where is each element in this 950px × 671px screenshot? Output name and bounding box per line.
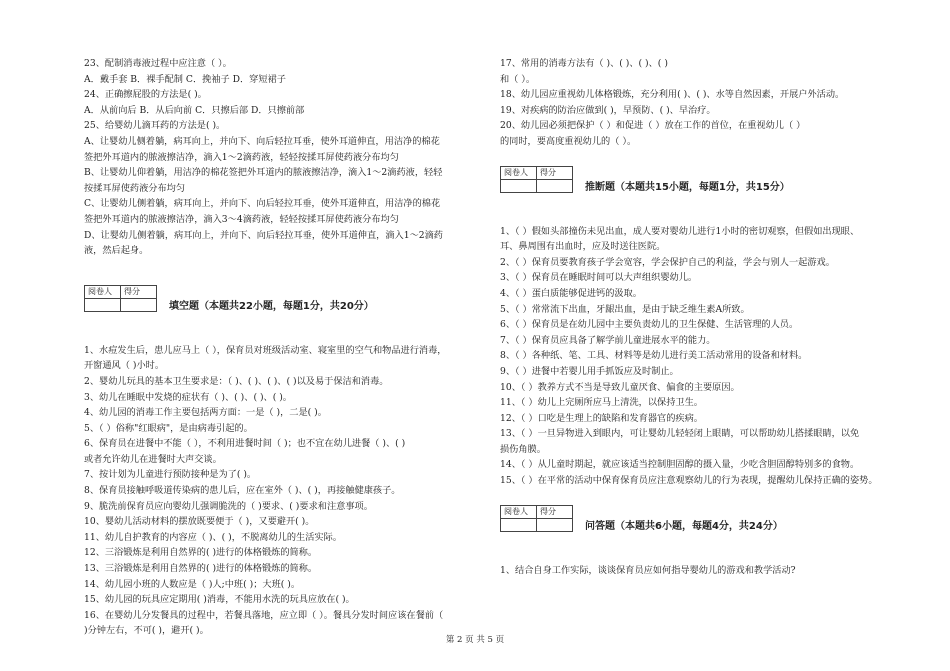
text-line: 损伤角膜。 (500, 443, 546, 455)
text-line: 16、在婴幼儿分发餐具的过程中，若餐具落地，应立即（ ）。餐具分发时间应该在餐前（ (84, 609, 444, 621)
text-line: 3、（ ）保育员在睡眠时间可以大声组织婴幼儿。 (500, 272, 698, 284)
text-line: D、让婴幼儿侧着躺，病耳向上，并向下、向后轻拉耳垂，使外耳道伸直，滴入1～2滴药 (84, 229, 443, 241)
text-line: 或者允许幼儿在进餐时大声交谈。 (84, 453, 222, 465)
text-line: C、让婴幼儿侧着躺，病耳向上，并向下、向后轻拉耳垂，使外耳道伸直，用洁净的棉花 (84, 198, 441, 210)
judge-section-header (500, 166, 920, 194)
text-line: 12、三浴锻炼是利用自然界的( )进行的体格锻炼的简称。 (84, 547, 318, 559)
text-line: 7、（ ）保育员应具备了解学前儿童进展水平的能力。 (500, 334, 716, 346)
score-box (84, 285, 157, 312)
right-column (500, 56, 920, 578)
text-line: 13、三浴锻炼是利用自然界的( )进行的体格锻炼的简称。 (84, 563, 318, 575)
question-23 (84, 56, 489, 87)
score-cell (121, 298, 157, 311)
grader-cell (85, 298, 121, 311)
score-cell (537, 179, 573, 192)
grader-label: 阅卷人 (501, 166, 537, 179)
text-line: 液，然后起身。 (84, 245, 149, 257)
text-line: 4、幼儿园的消毒工作主要包括两方面：一是（ )，二是( )。 (84, 407, 327, 419)
text-line: A、让婴幼儿侧着躺，病耳向上，并向下、向后轻拉耳垂，使外耳道伸直，用洁净的棉花 (84, 135, 440, 147)
text-line: 23、配制消毒液过程中应注意（ ）。 (84, 58, 232, 69)
text-line: 耳、鼻周围有出血时，应及时送往医院。 (500, 241, 666, 253)
grader-label: 阅卷人 (85, 285, 121, 298)
page-footer: 第 2 页 共 5 页 (445, 635, 505, 645)
text-line: 签把外耳道内的脓液擦洁净，滴入1～2滴药液，轻轻按揉耳屏使药液分布均匀 (84, 151, 399, 163)
text-line: 10、（ ）教养方式不当是导致儿童厌食、偏食的主要原因。 (500, 381, 740, 393)
text-line: 1、结合自身工作实际，谈谈保育员应如何指导婴幼儿的游戏和教学活动? (500, 564, 796, 576)
fill-section-header (84, 285, 489, 313)
text-line: 13、（ ）一旦异物进入到眼内，可让婴幼儿轻轻闭上眼睛，可以帮助幼儿搭揉眼睛，以免 (500, 428, 860, 440)
text-line: 的同时，要高度重视幼儿的（ ）。 (500, 135, 637, 147)
text-line: 3、幼儿在睡眠中发烧的症状有（ )、( )、( )、( )。 (84, 391, 292, 403)
text-line: 20、幼儿园必须把保护（ ）和促进（ ）放在工作的首位，在重视幼儿（ ） (500, 120, 806, 132)
judge-section-title: 推断题（本题共15小题，每题1分，共15分） (585, 181, 790, 193)
qa-section-header (500, 505, 920, 533)
text-line: 14、（ ）从儿童时期起，就应该适当控制胆固醇的摄入量，少吃含胆固醇特别多的食物。 (500, 459, 860, 471)
text-line: 1、水痘发生后，患儿应马上（ ），保育员对班级活动室、寝室里的空气和物品进行消毒， (84, 344, 447, 356)
score-label: 得分 (537, 505, 573, 518)
text-line: 8、保育员接触呼吸道传染病的患儿后，应在室外（ )、( )，再接触健康孩子。 (84, 485, 401, 497)
text-line: 11、（ ）幼儿上完厕所应马上清洗，以保持卫生。 (500, 397, 703, 409)
text-line: 24、正确擦屁股的方法是( )。 (84, 89, 207, 101)
text-line: 18、幼儿园应重视幼儿体格锻炼，充分利用( )、( )、水等自然因素，开展户外活动。 (500, 89, 845, 101)
text-line: )分钟左右，不可( )，避开( )。 (84, 625, 209, 637)
question-25 (84, 118, 489, 258)
text-line: 6、保育员在进餐中不能（ ），不利用进餐时间（ )；也不宜在幼儿进餐（ )、( ) (84, 438, 406, 450)
text-line: 2、婴幼儿玩具的基本卫生要求是：（ )、( )、( )、( )以及易于保洁和消毒。 (84, 375, 389, 387)
text-line: 5、（ ）俗称"红眼病"，是由病毒引起的。 (84, 422, 253, 434)
text-line: 7、按计划为儿童进行预防接种是为了( )。 (84, 469, 257, 481)
text-line: 1、（ ）假如头部撞伤未见出血，成人要对婴幼儿进行1小时的密切观察，但假如出现眼、 (500, 225, 860, 237)
question-24 (84, 87, 489, 118)
text-line: 9、脆洗前保育员应向婴幼儿强调脆洗的（ )要求、( )要求和注意事项。 (84, 500, 373, 512)
text-line: 2、（ ）保育员要教育孩子学会宽容，学会保护自己的利益，学会与别人一起游戏。 (500, 256, 835, 268)
text-line: 15、（ ）在平常的活动中保育保育员应注意观察幼儿的行为表现，提醒幼儿保持正确的姿势。 (500, 475, 878, 487)
text-line: 按揉耳屏使药液分布均匀 (84, 182, 186, 194)
text-line: 9、（ ）进餐中若婴儿用手抓饭应及时制止。 (500, 365, 679, 377)
grader-label: 阅卷人 (501, 505, 537, 518)
grader-cell (501, 518, 537, 531)
fill-questions (84, 343, 489, 639)
score-cell (537, 518, 573, 531)
grader-cell (501, 179, 537, 192)
text-line: 4、（ ）蛋白质能够促进钙的汲取。 (500, 287, 642, 299)
text-line: 12、（ ）口吃是生理上的缺陷和发育器官的疾病。 (500, 412, 703, 424)
fill-section-title: 填空题（本题共22小题，每题1分，共20分） (169, 300, 374, 312)
text-line: B、让婴幼儿仰着躺，用洁净的棉花签把外耳道内的脓液擦洁净，滴入1～2滴药液，轻轻 (84, 167, 443, 179)
text-line: 5、（ ）常常流下出血，牙龈出血，是由于缺乏维生素A所致。 (500, 303, 750, 315)
qa-questions (500, 563, 920, 579)
text-line: A．从前向后 B．从后向前 C．只擦后部 D．只擦前部 (84, 104, 305, 116)
score-box (500, 166, 573, 193)
text-line: 开窗通风（ )小时。 (84, 360, 165, 372)
score-label: 得分 (121, 285, 157, 298)
score-label: 得分 (537, 166, 573, 179)
text-line: 签把外耳道内的脓液擦洁净，滴入3～4滴药液，轻轻按揉耳屏使药液分布均匀 (84, 213, 399, 225)
qa-section-title: 问答题（本题共6小题，每题4分，共24分） (585, 520, 783, 532)
text-line: 和（ ）。 (500, 73, 536, 85)
text-line: 14、幼儿园小班的人数应是（ )人;中班( )；大班( )。 (84, 578, 301, 590)
text-line: 6、（ ）保育员是在幼儿园中主要负责幼儿的卫生保健、生活管理的人员。 (500, 319, 799, 331)
fill-questions-continued (500, 56, 920, 150)
text-line: 8、（ ）各种纸、笔、工具、材料等是幼儿进行美工活动常用的设备和材料。 (500, 350, 808, 362)
text-line: A．戴手套 B．裸手配制 C．挽袖子 D．穿短裙子 (84, 73, 286, 85)
left-column (84, 56, 489, 639)
text-line: 25、给婴幼儿滴耳药的方法是( )。 (84, 120, 226, 132)
text-line: 17、常用的消毒方法有（ )、( )、( )、( ) (500, 58, 668, 69)
text-line: 19、对疾病的防治应做到( )，早预防、( )、早治疗。 (500, 104, 716, 116)
judge-questions (500, 224, 920, 489)
score-box (500, 505, 573, 532)
text-line: 15、幼儿园的玩具应定期用( )消毒，不能用水洗的玩具应放在( )。 (84, 594, 355, 606)
text-line: 11、幼儿自护教育的内容应（ )、( )，不脱离幼儿的生活实际。 (84, 531, 342, 543)
text-line: 10、婴幼儿活动材料的摆放既要便于（ )，又要避开( )。 (84, 516, 315, 528)
